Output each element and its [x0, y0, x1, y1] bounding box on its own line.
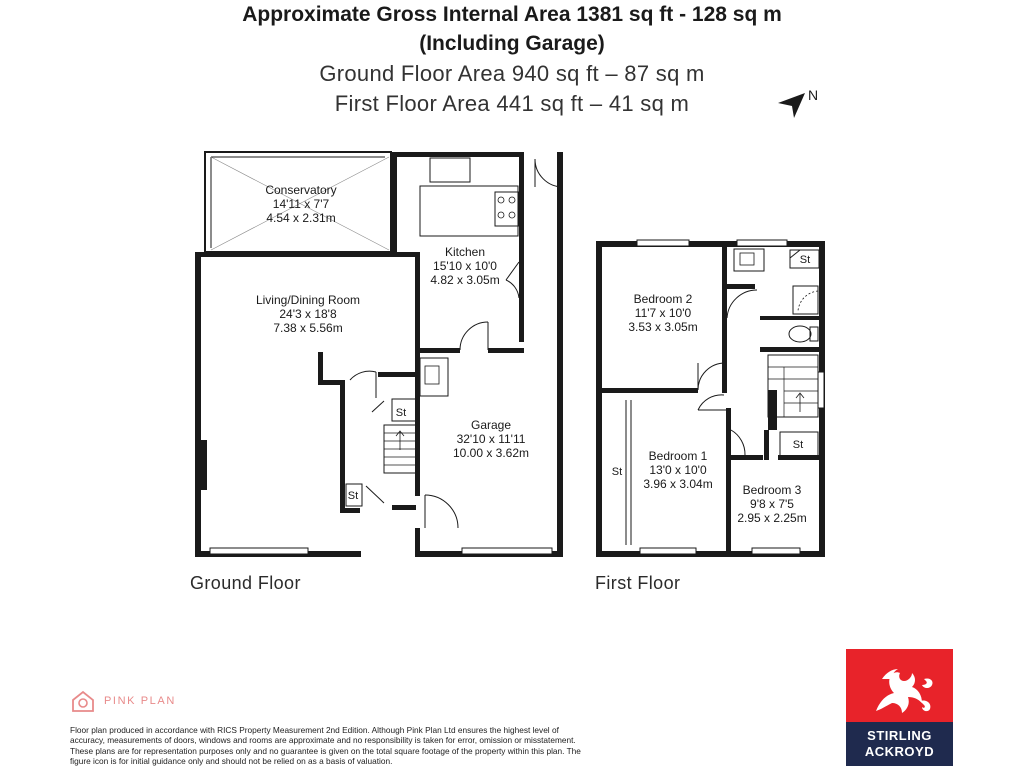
- garage-name: Garage: [470, 418, 512, 432]
- bedroom1-name: Bedroom 1: [648, 449, 708, 463]
- brand-line-1: STIRLING: [867, 728, 932, 743]
- conservatory-metric: 4.54 x 2.31m: [266, 211, 336, 225]
- stirling-ackroyd-logo: [846, 649, 953, 766]
- pink-plan-text: PINK PLAN: [104, 695, 176, 707]
- conservatory-imperial: 14'11 x 7'7: [272, 197, 330, 211]
- area-subtitle: (Including Garage): [419, 32, 605, 55]
- bedroom2-imperial: 11'7 x 10'0: [634, 306, 692, 320]
- first-floor-label: First Floor: [595, 573, 681, 593]
- bedroom3-metric: 2.95 x 2.25m: [737, 511, 807, 525]
- garage-metric: 10.00 x 3.62m: [452, 446, 530, 460]
- living-room-metric: 7.38 x 5.56m: [273, 321, 343, 335]
- conservatory-name: Conservatory: [265, 183, 337, 197]
- first-floor-area: First Floor Area 441 sq ft – 41 sq m: [334, 91, 690, 116]
- garage-imperial: 32'10 x 11'11: [456, 432, 526, 446]
- ground-floor-area: Ground Floor Area 940 sq ft – 87 sq m: [319, 61, 705, 86]
- bedroom3-name: Bedroom 3: [742, 483, 802, 497]
- kitchen-imperial: 15'10 x 10'0: [433, 259, 497, 273]
- store-label: St: [395, 407, 407, 419]
- bedroom1-metric: 3.96 x 3.04m: [643, 477, 713, 491]
- brand-name: [846, 722, 953, 766]
- store-label: St: [792, 439, 804, 451]
- store-label: St: [347, 490, 359, 502]
- bedroom2-metric: 3.53 x 3.05m: [628, 320, 698, 334]
- bedroom3-imperial: 9'8 x 7'5: [750, 497, 794, 511]
- bedroom1-imperial: 13'0 x 10'0: [649, 463, 707, 477]
- north-label: N: [808, 87, 819, 103]
- ground-floor-plan: [195, 152, 563, 557]
- store-label: St: [799, 254, 811, 266]
- living-room-imperial: 24'3 x 18'8: [279, 307, 337, 321]
- kitchen-name: Kitchen: [444, 245, 486, 259]
- north-arrow-icon: [778, 87, 818, 118]
- living-room-name: Living/Dining Room: [255, 293, 361, 307]
- store-label: St: [611, 466, 623, 478]
- area-title: Approximate Gross Internal Area 1381 sq ft - 128 sq m: [242, 3, 782, 26]
- ground-floor-label: Ground Floor: [190, 573, 301, 593]
- disclaimer-text: Floor plan produced in accordance with RICS Property Measurement 2nd Edition. Although Pink Plan Ltd ensures the highest level of accuracy, measurements of doors, windows and rooms are approximate and no responsibility is taken for error, omission or misstatement. These plans are for representation purposes only and no guarantee is given on the total square footage of the property within this plan. The figure icon is for initial guidance only and should not be relied on as a basis of valuation.: [70, 725, 581, 767]
- brand-line-2: ACKROYD: [864, 744, 935, 759]
- bedroom2-name: Bedroom 2: [633, 292, 693, 306]
- kitchen-metric: 4.82 x 3.05m: [430, 273, 500, 287]
- pink-plan-logo: [70, 688, 176, 714]
- griffin-icon: [846, 649, 953, 722]
- house-icon: [70, 689, 96, 713]
